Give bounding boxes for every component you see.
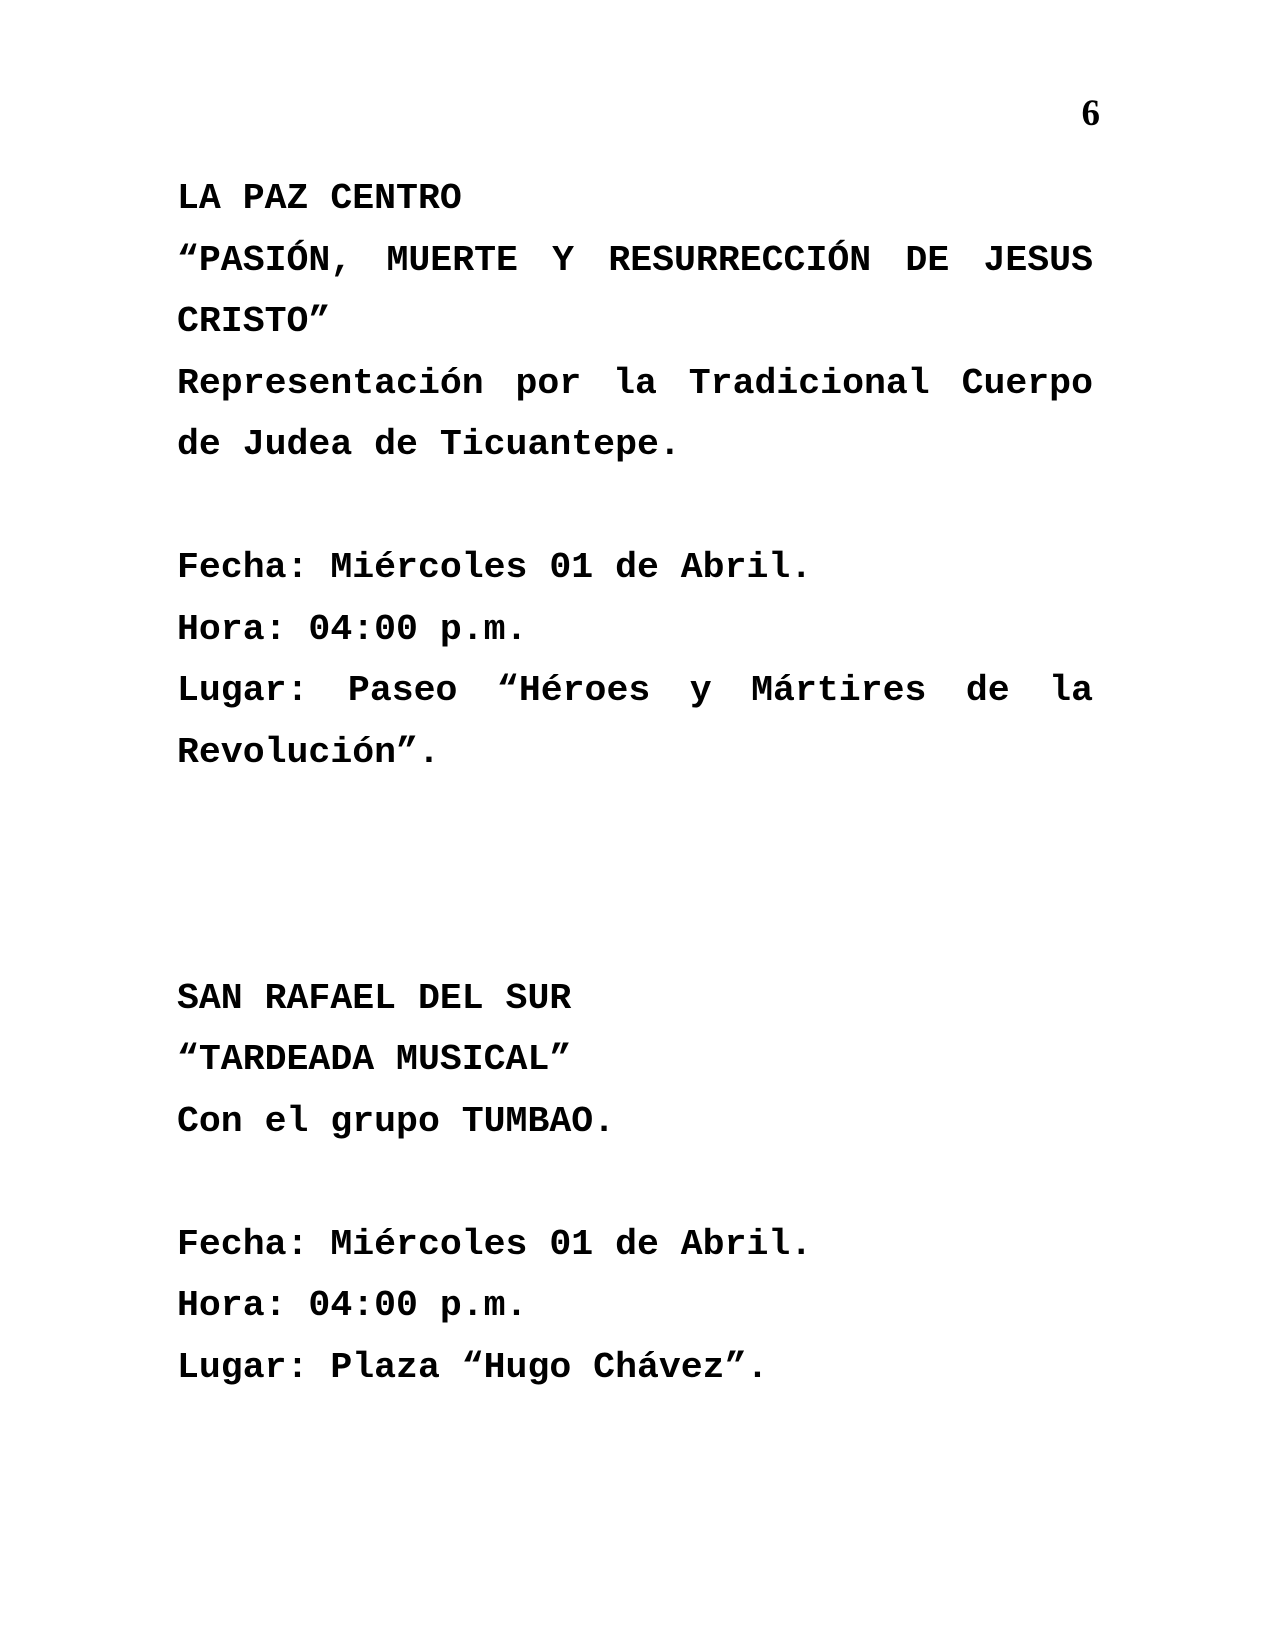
event-date: Fecha: Miércoles 01 de Abril. [177,1223,813,1265]
page-content [177,168,1093,1398]
page-number: 6 [1081,93,1100,134]
event-section-san-rafael-del-sur [177,968,1093,1399]
event-title: “TARDEADA MUSICAL” [177,1039,572,1080]
event-section-la-paz-centro [177,168,1093,783]
event-time: Hora: 04:00 p.m. [177,1285,528,1326]
event-title: “PASIÓN, MUERTE Y RESURRECCIÓN DE JESUS CRISTO” [177,239,1093,342]
event-time: Hora: 04:00 p.m. [177,608,528,650]
event-description: Representación por la Tradicional Cuerpo de Judea de Ticuantepe. [177,362,1093,465]
event-date: Fecha: Miércoles 01 de Abril. [177,547,813,588]
event-place: Lugar: Paseo “Héroes y Mártires de la Revolución”. [177,670,1093,773]
event-municipality: SAN RAFAEL DEL SUR [177,977,572,1019]
event-description: Con el grupo TUMBAO. [177,1100,616,1142]
event-municipality: LA PAZ CENTRO [177,178,462,219]
event-place: Lugar: Plaza “Hugo Chávez”. [177,1346,769,1388]
